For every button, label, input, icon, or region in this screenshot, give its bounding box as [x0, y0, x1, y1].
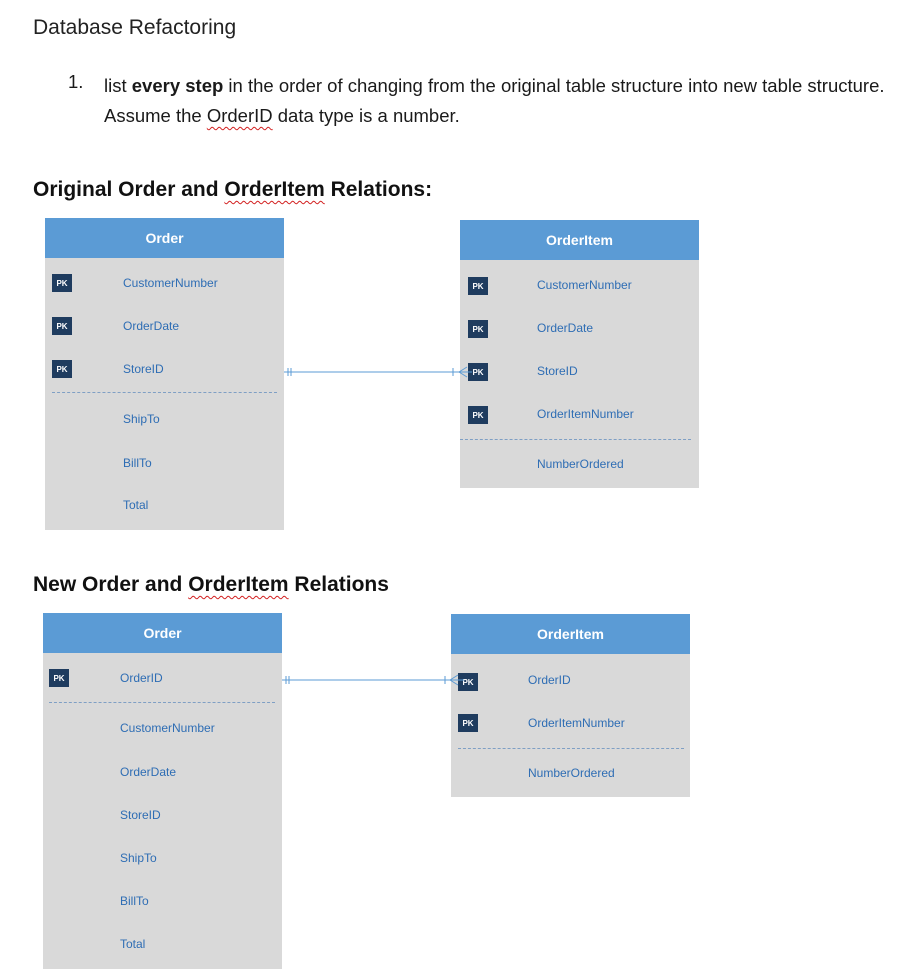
- original-orderitem-title: OrderItem: [460, 220, 699, 260]
- original-relationship-line: [284, 367, 472, 377]
- new-order-field: OrderDate: [120, 765, 177, 779]
- pk-badge: PK: [468, 363, 488, 381]
- pk-badge: PK: [468, 320, 488, 338]
- pk-badge: PK: [458, 673, 478, 691]
- original-orderitem-field: NumberOrdered: [537, 457, 624, 471]
- new-order-title: Order: [43, 613, 282, 653]
- pk-badge: PK: [52, 274, 72, 292]
- new-order-field: BillTo: [120, 894, 149, 908]
- new-order-field: CustomerNumber: [120, 721, 215, 735]
- original-order-field: BillTo: [123, 456, 152, 470]
- original-order-field: Total: [123, 498, 149, 512]
- new-orderitem-field: NumberOrdered: [528, 766, 615, 780]
- pk-badge: PK: [52, 317, 72, 335]
- new-relationship-line: [282, 675, 464, 685]
- original-order-field: OrderDate: [123, 319, 180, 333]
- original-order-field: StoreID: [123, 362, 164, 376]
- original-order-field: CustomerNumber: [123, 276, 218, 290]
- new-orderitem-field: OrderItemNumber: [528, 716, 625, 730]
- pk-badge: PK: [49, 669, 69, 687]
- new-orderitem-field: OrderID: [528, 673, 571, 687]
- new-order-field: StoreID: [120, 808, 161, 822]
- new-orderitem-title: OrderItem: [451, 614, 690, 654]
- original-orderitem-field: CustomerNumber: [537, 278, 632, 292]
- list-number: 1.: [68, 71, 84, 92]
- new-order-field: ShipTo: [120, 851, 157, 865]
- original-order-title: Order: [45, 218, 284, 258]
- new-order-field: Total: [120, 937, 146, 951]
- original-orderitem-field: OrderItemNumber: [537, 407, 634, 421]
- original-orderitem-field: OrderDate: [537, 321, 594, 335]
- instruction-text: list every step in the order of changing from the original table structure into new table structure. Assume the OrderID data type is a number.: [104, 75, 885, 126]
- new-order-field: OrderID: [120, 671, 163, 685]
- pk-badge: PK: [458, 714, 478, 732]
- document-title: Database Refactoring: [33, 16, 237, 39]
- pk-badge: PK: [468, 406, 488, 424]
- original-order-field: ShipTo: [123, 412, 160, 426]
- new-relations-heading: New Order and OrderItem Relations: [33, 573, 389, 596]
- pk-badge: PK: [468, 277, 488, 295]
- original-relations-heading: Original Order and OrderItem Relations:: [33, 178, 433, 201]
- pk-badge: PK: [52, 360, 72, 378]
- original-orderitem-field: StoreID: [537, 364, 578, 378]
